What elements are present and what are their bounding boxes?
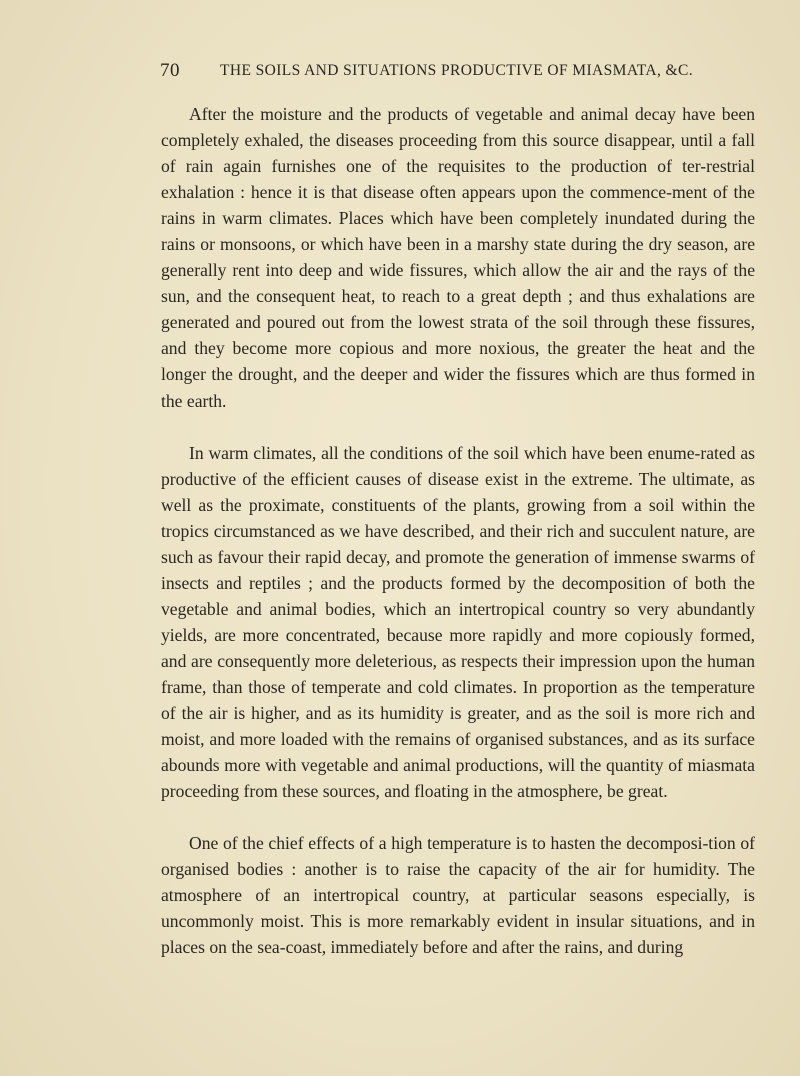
page-number: 70 <box>160 60 180 81</box>
body-text <box>161 101 755 960</box>
paragraph-2: In warm climates, all the conditions of the soil which have been enume-rated as productive of the efficient causes of disease exist in the extreme. The ultimate, as well as the proximate, constituents of the plants, growing from a soil within the tropics circumstanced as we have described, and their rich and succulent nature, are such as favour their rapid decay, and promote the generation of immense swarms of insects and reptiles ; and the products formed by the decomposition of both the vegetable and animal bodies, which an intertropical country so very abundantly yields, are more concentrated, because more rapidly and more copiously formed, and are consequently more deleterious, as respects their impression upon the human frame, than those of temperate and cold climates. In proportion as the temperature of the air is higher, and as its humidity is greater, and as the soil is more rich and moist, and more loaded with the remains of organised substances, and as its surface abounds more with vegetable and animal productions, will the quantity of miasmata proceeding from these sources, and floating in the atmosphere, be great. <box>161 442 755 802</box>
paragraph-3: One of the chief effects of a high temperature is to hasten the decomposi-tion of organised bodies : another is to raise the capacity of the air for humidity. The atmosphere of an intertropical country, at particular seasons especially, is uncommonly moist. This is more remarkably evident in insular situations, and in places on the sea-coast, immediately before and after the rains, and during <box>161 833 755 958</box>
running-head: THE SOILS AND SITUATIONS PRODUCTIVE OF MIASMATA, &C. <box>220 62 693 79</box>
paragraph-1: After the moisture and the products of vegetable and animal decay have been completely exhaled, the diseases proceeding from this source disappear, until a fall of rain again furnishes one of the requisites to the production of ter-restrial exhalation : hence it is that disease often appears upon the commence-ment of the rains in warm climates. Places which have been completely inundated during the rains or monsoons, or which have been in a marshy state during the dry season, are generally rent into deep and wide fissures, which allow the air and the rays of the sun, and the consequent heat, to reach to a great depth ; and thus exhalations are generated and poured out from the lowest strata of the soil through these fissures, and they become more copious and more noxious, the greater the heat and the longer the drought, and the deeper and wider the fissures which are thus formed in the earth. <box>161 104 755 411</box>
page-header <box>160 60 760 90</box>
